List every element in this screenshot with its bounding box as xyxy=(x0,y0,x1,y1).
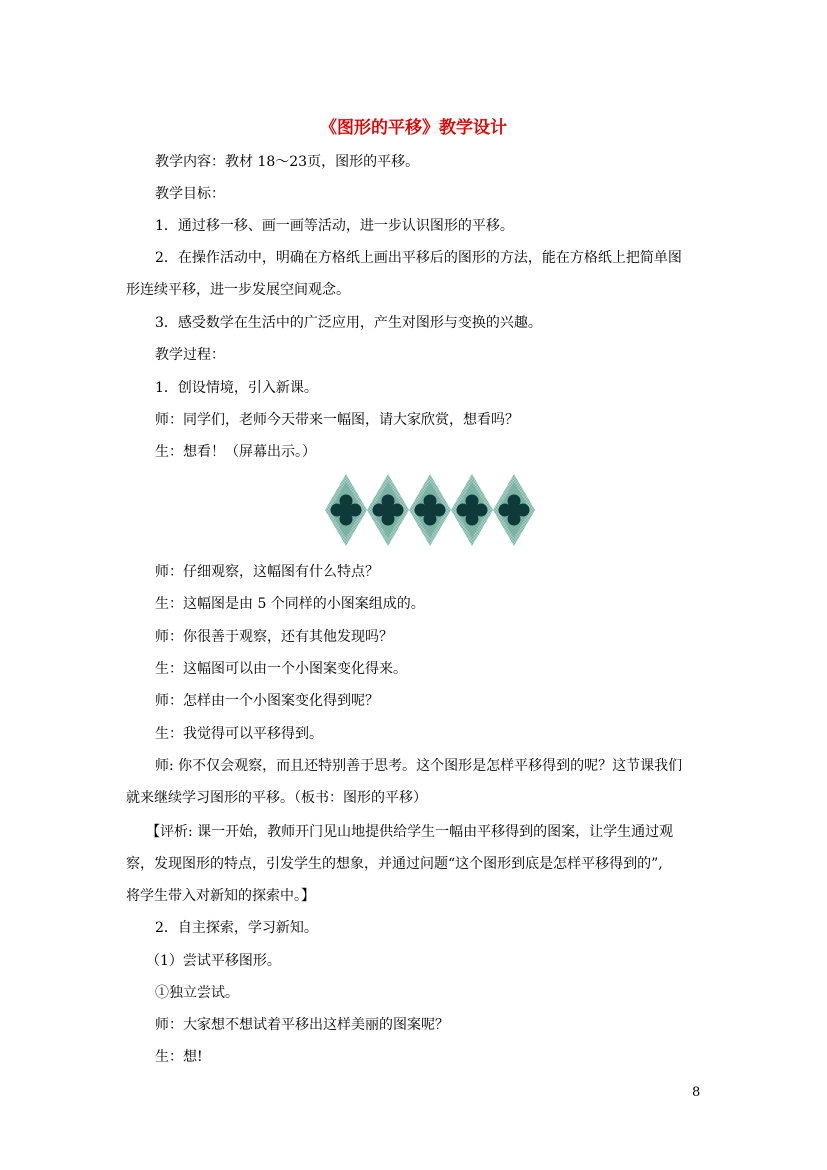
text-line: 师：怎样由一个小图案变化得到呢？ xyxy=(155,693,379,709)
text-line: 【评析: 课一开始，教师开门见山地提供给学生一幅由平移得到的图案，让学生通过观 xyxy=(146,824,674,840)
text-line: 就来继续学习图形的平移。（板书：图形的平移） xyxy=(126,790,427,806)
pattern-tile xyxy=(367,474,409,546)
text-line: 师：仔细观察，这幅图有什么特点？ xyxy=(155,564,379,580)
text-line: 教学内容：教材 18～23页，图形的平移。 xyxy=(155,154,420,170)
text-line: 1．创设情境，引入新课。 xyxy=(155,380,318,396)
text-line: 生：这幅图是由 5 个同样的小图案组成的。 xyxy=(155,596,425,612)
text-line: 将学生带入对新知的探索中。】 xyxy=(126,888,315,904)
text-line: 教学过程： xyxy=(155,347,225,363)
text-line: 生：我觉得可以平移得到。 xyxy=(155,726,323,742)
pattern-tile xyxy=(409,474,451,546)
text-line: 1．通过移一移、画一画等活动，进一步认识图形的平移。 xyxy=(155,218,514,234)
page-number: 8 xyxy=(692,1085,701,1100)
pattern-tile xyxy=(325,474,367,546)
text-line: 2．自主探索，学习新知。 xyxy=(155,920,318,936)
pattern-tile xyxy=(451,474,493,546)
text-line: 师：大家想不想试着平移出这样美丽的图案呢？ xyxy=(155,1017,449,1033)
text-line: 生：想看！（屏幕出示。） xyxy=(155,444,316,460)
text-line: ①独立尝试。 xyxy=(155,985,239,1001)
text-line: 形连续平移，进一步发展空间观念。 xyxy=(126,282,350,298)
text-line: 师：你很善于观察，还有其他发现吗？ xyxy=(155,629,393,645)
text-line: 察，发现图形的特点，引发学生的想象，并通过问题“这个图形到底是怎样平移得到的”, xyxy=(126,856,663,872)
text-line: 2．在操作活动中，明确在方格纸上画出平移后的图形的方法，能在方格纸上把简单图 xyxy=(155,250,682,266)
text-line: 3．感受数学在生活中的广泛应用，产生对图形与变换的兴趣。 xyxy=(155,315,542,331)
text-line: 师：同学们，老师今天带来一幅图，请大家欣赏，想看吗？ xyxy=(155,412,519,428)
translation-pattern-figure xyxy=(325,474,537,546)
pattern-tile xyxy=(493,474,535,546)
document-title: 《图形的平移》教学设计 xyxy=(320,118,507,138)
text-line: （1）尝试平移图形。 xyxy=(146,953,281,969)
text-line: 师: 你不仅会观察，而且还特别善于思考。这个图形是怎样平移得到的呢？这节课我们 xyxy=(155,758,683,774)
text-line: 教学目标： xyxy=(155,186,225,202)
text-line: 生：这幅图可以由一个小图案变化得来。 xyxy=(155,661,407,677)
text-line: 生：想! xyxy=(155,1049,203,1065)
